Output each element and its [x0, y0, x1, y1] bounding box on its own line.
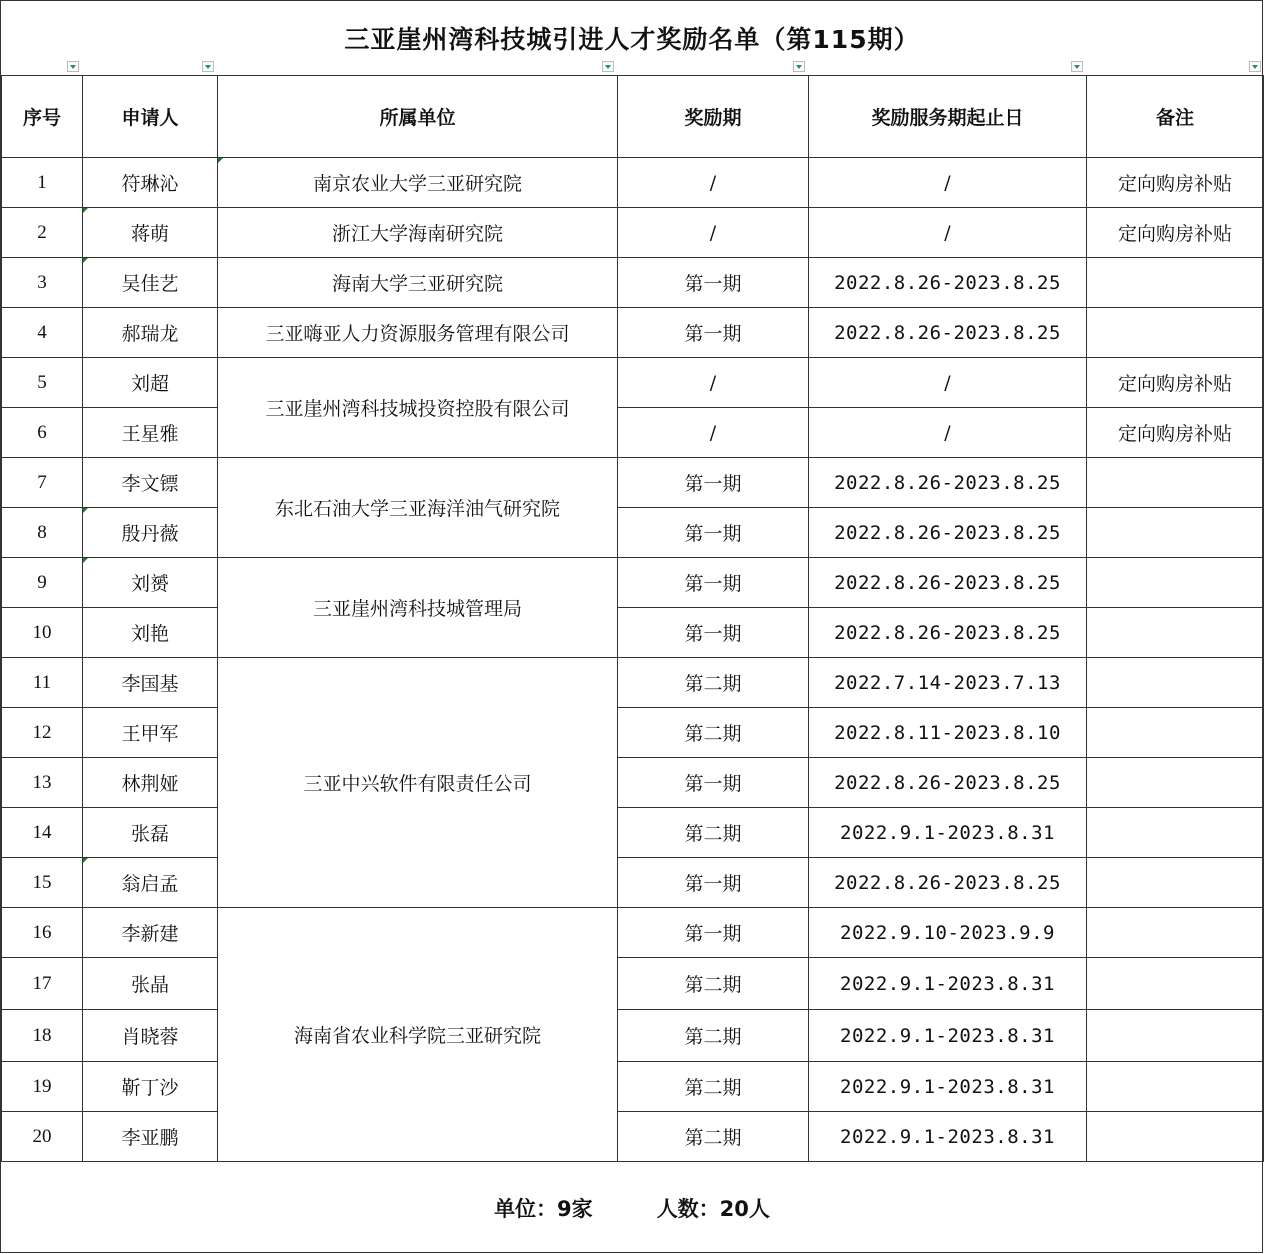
remark-cell[interactable] [1087, 958, 1264, 1010]
people-count: 人数：20人 [656, 1197, 770, 1221]
service-cell[interactable]: 2022.8.26-2023.8.25 [809, 308, 1087, 358]
remark-cell[interactable]: 定向购房补贴 [1087, 208, 1264, 258]
remark-cell[interactable] [1087, 458, 1264, 508]
unit-cell[interactable]: 南京农业大学三亚研究院 [218, 158, 618, 208]
seq-cell[interactable]: 6 [2, 408, 83, 458]
remark-cell[interactable]: 定向购房补贴 [1087, 358, 1264, 408]
unit-cell[interactable]: 浙江大学海南研究院 [218, 208, 618, 258]
unit-cell[interactable]: 海南大学三亚研究院 [218, 258, 618, 308]
applicant-cell[interactable]: 吴佳艺 [83, 258, 218, 308]
period-cell[interactable]: / [618, 408, 809, 458]
table-row [2, 808, 1264, 858]
period-cell[interactable]: 第二期 [618, 808, 809, 858]
header-remark[interactable]: 备注 [1087, 76, 1264, 158]
table-row [2, 858, 1264, 908]
unit-cell[interactable]: 三亚嗨亚人力资源服务管理有限公司 [218, 308, 618, 358]
applicant-cell[interactable]: 翁启孟 [83, 858, 218, 908]
period-cell[interactable]: / [618, 358, 809, 408]
applicant-cell[interactable]: 蒋萌 [83, 208, 218, 258]
remark-cell[interactable] [1087, 758, 1264, 808]
header-applicant[interactable]: 申请人 [83, 76, 218, 158]
remark-cell[interactable] [1087, 808, 1264, 858]
remark-cell[interactable] [1087, 858, 1264, 908]
applicant-cell[interactable]: 王甲军 [83, 708, 218, 758]
service-cell[interactable]: / [809, 208, 1087, 258]
seq-cell[interactable]: 9 [2, 558, 83, 608]
table-row [2, 1062, 1264, 1112]
remark-cell[interactable] [1087, 1010, 1264, 1062]
service-cell[interactable]: 2022.8.26-2023.8.25 [809, 608, 1087, 658]
seq-cell[interactable]: 5 [2, 358, 83, 408]
unit-cell[interactable]: 三亚崖州湾科技城投资控股有限公司 [218, 358, 618, 458]
service-cell[interactable]: / [809, 408, 1087, 458]
table-row [2, 408, 1264, 458]
header-service[interactable]: 奖励服务期起止日 [809, 76, 1087, 158]
filter-dropdown-icon[interactable] [1249, 61, 1261, 72]
service-cell[interactable]: / [809, 158, 1087, 208]
seq-cell[interactable]: 18 [2, 1010, 83, 1062]
service-cell[interactable]: 2022.8.26-2023.8.25 [809, 858, 1087, 908]
seq-cell[interactable]: 15 [2, 858, 83, 908]
remark-cell[interactable] [1087, 508, 1264, 558]
seq-cell[interactable]: 4 [2, 308, 83, 358]
filter-dropdown-icon[interactable] [793, 61, 805, 72]
period-cell[interactable]: 第一期 [618, 758, 809, 808]
unit-cell[interactable]: 三亚中兴软件有限责任公司 [218, 658, 618, 908]
talent-reward-table [1, 75, 1264, 1162]
service-cell[interactable]: 2022.9.10-2023.9.9 [809, 908, 1087, 958]
table-row [2, 658, 1264, 708]
filter-dropdown-icon[interactable] [202, 61, 214, 72]
period-cell[interactable]: 第一期 [618, 858, 809, 908]
seq-cell[interactable]: 13 [2, 758, 83, 808]
table-row [2, 308, 1264, 358]
remark-cell[interactable] [1087, 708, 1264, 758]
service-cell[interactable]: 2022.9.1-2023.8.31 [809, 1062, 1087, 1112]
header-period[interactable]: 奖励期 [618, 76, 809, 158]
service-cell[interactable]: 2022.9.1-2023.8.31 [809, 958, 1087, 1010]
table-row [2, 558, 1264, 608]
seq-cell[interactable]: 14 [2, 808, 83, 858]
service-cell[interactable]: 2022.8.26-2023.8.25 [809, 508, 1087, 558]
unit-count: 单位：9家 [494, 1197, 593, 1221]
table-row [2, 1112, 1264, 1162]
seq-cell[interactable]: 19 [2, 1062, 83, 1112]
period-cell[interactable]: / [618, 208, 809, 258]
header-unit[interactable]: 所属单位 [218, 76, 618, 158]
unit-cell[interactable]: 东北石油大学三亚海洋油气研究院 [218, 458, 618, 558]
remark-cell[interactable]: 定向购房补贴 [1087, 408, 1264, 458]
applicant-cell[interactable]: 郝瑞龙 [83, 308, 218, 358]
header-row [2, 76, 1264, 158]
period-cell[interactable]: 第一期 [618, 608, 809, 658]
service-cell[interactable]: 2022.8.11-2023.8.10 [809, 708, 1087, 758]
filter-dropdown-icon[interactable] [602, 61, 614, 72]
applicant-cell[interactable]: 肖晓蓉 [83, 1010, 218, 1062]
service-cell[interactable]: 2022.9.1-2023.8.31 [809, 1112, 1087, 1162]
table-row [2, 158, 1264, 208]
service-cell[interactable]: 2022.8.26-2023.8.25 [809, 558, 1087, 608]
seq-cell[interactable]: 20 [2, 1112, 83, 1162]
remark-cell[interactable] [1087, 1112, 1264, 1162]
table-row [2, 708, 1264, 758]
period-cell[interactable]: 第二期 [618, 1112, 809, 1162]
service-cell[interactable]: 2022.8.26-2023.8.25 [809, 458, 1087, 508]
seq-cell[interactable]: 1 [2, 158, 83, 208]
table-row [2, 1010, 1264, 1062]
table-row [2, 358, 1264, 408]
document-title: 三亚崖州湾科技城引进人才奖励名单（第115期） [344, 25, 920, 54]
service-cell[interactable]: 2022.8.26-2023.8.25 [809, 758, 1087, 808]
applicant-cell[interactable]: 刘艳 [83, 608, 218, 658]
applicant-cell[interactable]: 殷丹薇 [83, 508, 218, 558]
remark-cell[interactable] [1087, 1062, 1264, 1112]
applicant-cell[interactable]: 李亚鹏 [83, 1112, 218, 1162]
unit-cell[interactable]: 海南省农业科学院三亚研究院 [218, 908, 618, 1162]
applicant-cell[interactable]: 张晶 [83, 958, 218, 1010]
applicant-cell[interactable]: 李新建 [83, 908, 218, 958]
applicant-cell[interactable]: 刘超 [83, 358, 218, 408]
period-cell[interactable]: 第二期 [618, 1010, 809, 1062]
period-cell[interactable]: 第二期 [618, 708, 809, 758]
seq-cell[interactable]: 11 [2, 658, 83, 708]
seq-cell[interactable]: 8 [2, 508, 83, 558]
remark-cell[interactable]: 定向购房补贴 [1087, 158, 1264, 208]
seq-cell[interactable]: 2 [2, 208, 83, 258]
unit-cell[interactable]: 三亚崖州湾科技城管理局 [218, 558, 618, 658]
seq-cell[interactable]: 12 [2, 708, 83, 758]
table-row [2, 508, 1264, 558]
remark-cell[interactable] [1087, 908, 1264, 958]
applicant-cell[interactable]: 符琳沁 [83, 158, 218, 208]
filter-dropdown-icon[interactable] [67, 61, 79, 72]
period-cell[interactable]: 第一期 [618, 458, 809, 508]
period-cell[interactable]: 第一期 [618, 908, 809, 958]
period-cell[interactable]: 第一期 [618, 308, 809, 358]
filter-dropdown-icon[interactable] [1071, 61, 1083, 72]
period-cell[interactable]: 第一期 [618, 558, 809, 608]
seq-cell[interactable]: 7 [2, 458, 83, 508]
applicant-cell[interactable]: 张磊 [83, 808, 218, 858]
applicant-cell[interactable]: 刘赟 [83, 558, 218, 608]
remark-cell[interactable] [1087, 658, 1264, 708]
table-row [2, 458, 1264, 508]
table-row [2, 208, 1264, 258]
period-cell[interactable]: 第一期 [618, 508, 809, 558]
applicant-cell[interactable]: 王星雅 [83, 408, 218, 458]
table-row [2, 908, 1264, 958]
applicant-cell[interactable]: 李文镖 [83, 458, 218, 508]
seq-cell[interactable]: 17 [2, 958, 83, 1010]
table-row [2, 608, 1264, 658]
period-cell[interactable]: 第一期 [618, 258, 809, 308]
summary-footer [1, 1161, 1263, 1254]
service-cell[interactable]: 2022.7.14-2023.7.13 [809, 658, 1087, 708]
period-cell[interactable]: 第二期 [618, 1062, 809, 1112]
period-cell[interactable]: / [618, 158, 809, 208]
period-cell[interactable]: 第二期 [618, 958, 809, 1010]
table-row [2, 758, 1264, 808]
remark-cell[interactable] [1087, 308, 1264, 358]
remark-cell[interactable] [1087, 608, 1264, 658]
applicant-cell[interactable]: 李国基 [83, 658, 218, 708]
seq-cell[interactable]: 10 [2, 608, 83, 658]
remark-cell[interactable] [1087, 258, 1264, 308]
service-cell[interactable]: / [809, 358, 1087, 408]
applicant-cell[interactable]: 林荆娅 [83, 758, 218, 808]
seq-cell[interactable]: 3 [2, 258, 83, 308]
seq-cell[interactable]: 16 [2, 908, 83, 958]
period-cell[interactable]: 第二期 [618, 658, 809, 708]
service-cell[interactable]: 2022.9.1-2023.8.31 [809, 808, 1087, 858]
table-row [2, 958, 1264, 1010]
service-cell[interactable]: 2022.9.1-2023.8.31 [809, 1010, 1087, 1062]
table-row [2, 258, 1264, 308]
header-seq[interactable]: 序号 [2, 76, 83, 158]
applicant-cell[interactable]: 靳丁沙 [83, 1062, 218, 1112]
remark-cell[interactable] [1087, 558, 1264, 608]
service-cell[interactable]: 2022.8.26-2023.8.25 [809, 258, 1087, 308]
